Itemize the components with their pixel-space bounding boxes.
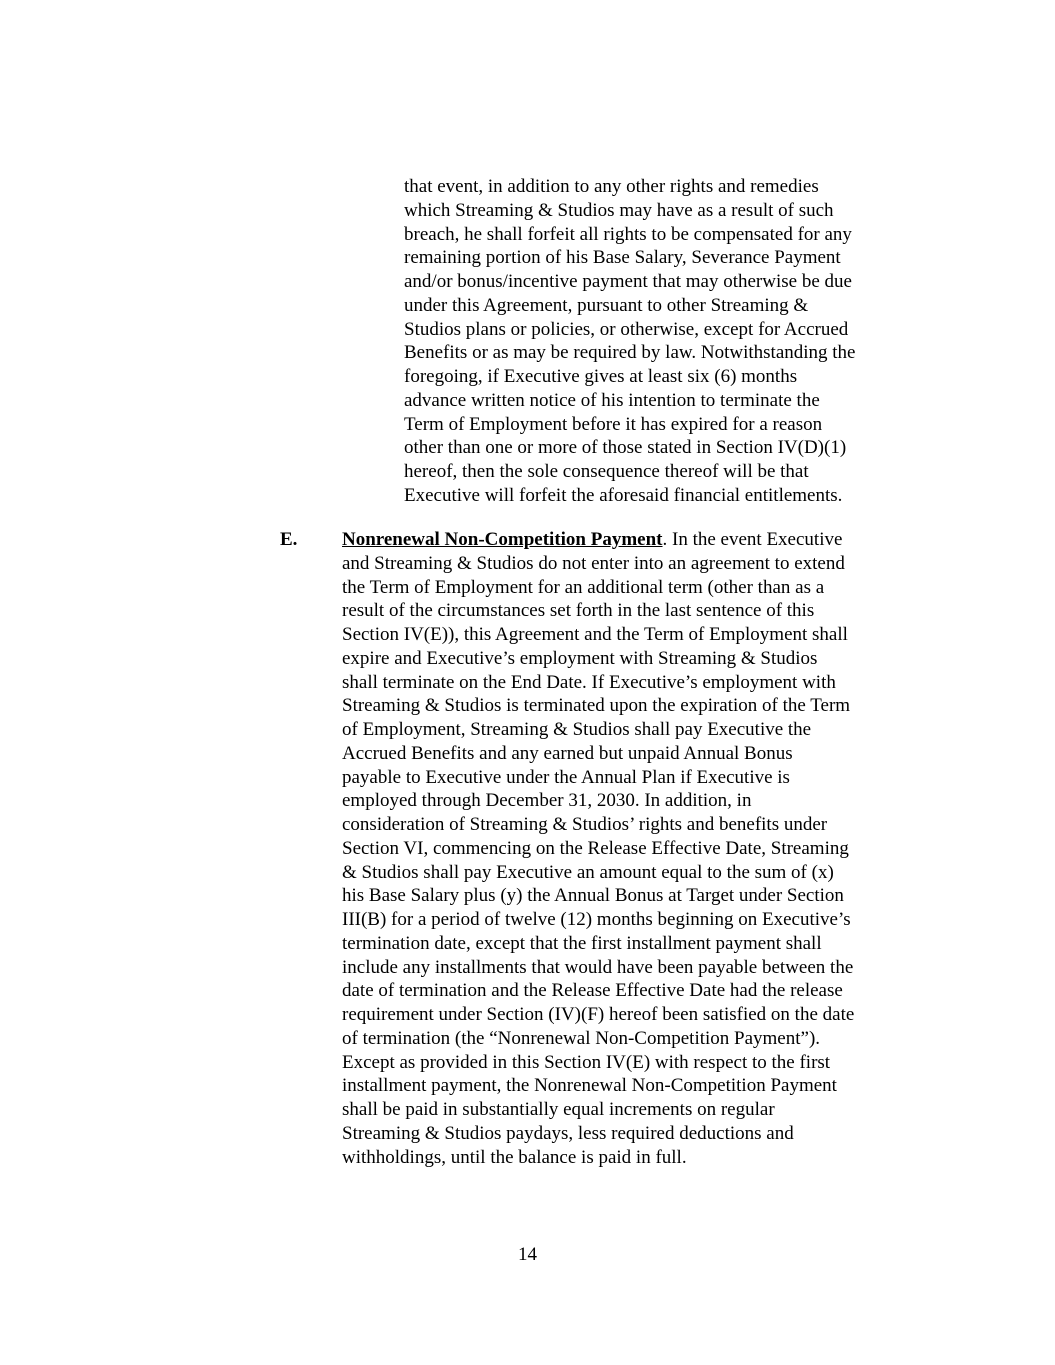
paragraph-line: advance written notice of his intention to terminate the [404, 390, 820, 411]
paragraph-line: and/or bonus/incentive payment that may otherwise be due [404, 271, 852, 292]
paragraph-line: breach, he shall forfeit all rights to be compensated for any [404, 224, 852, 245]
paragraph-line: date of termination and the Release Effective Date had the release [342, 980, 843, 1001]
paragraph-line: withholdings, until the balance is paid in full. [342, 1147, 687, 1168]
paragraph-line: hereof, then the sole consequence thereof will be that [404, 461, 809, 482]
paragraph-line: and Streaming & Studios do not enter into an agreement to extend [342, 553, 845, 574]
paragraph-line: installment payment, the Nonrenewal Non-Competition Payment [342, 1075, 837, 1096]
paragraph-line: remaining portion of his Base Salary, Severance Payment [404, 247, 841, 268]
paragraph-line: the Term of Employment for an additional term (other than as a [342, 577, 825, 598]
paragraph-line: under this Agreement, pursuant to other Streaming & [404, 295, 809, 316]
paragraph-line: termination date, except that the first installment payment shall [342, 933, 822, 954]
paragraph-line: & Studios shall pay Executive an amount equal to the sum of (x) [342, 862, 834, 883]
paragraph-line: expire and Executive’s employment with Streaming & Studios [342, 648, 818, 669]
paragraph-line: Executive will forfeit the aforesaid financial entitlements. [404, 485, 843, 506]
paragraph-line: shall terminate on the End Date. If Executive’s employment with [342, 672, 836, 693]
paragraph-line: Streaming & Studios paydays, less required deductions and [342, 1123, 794, 1144]
paragraph-line: result of the circumstances set forth in the last sentence of this [342, 600, 815, 621]
paragraph-line: that event, in addition to any other rights and remedies [404, 176, 819, 197]
paragraph-line: Section IV(E)), this Agreement and the Term of Employment shall [342, 624, 848, 645]
paragraph-line: III(B) for a period of twelve (12) months beginning on Executive’s [342, 909, 851, 930]
paragraph-line: other than one or more of those stated in Section IV(D)(1) [404, 437, 847, 458]
paragraph-line: which Streaming & Studios may have as a result of such [404, 200, 834, 221]
section-letter: E. [280, 529, 298, 550]
paragraph-line: consideration of Streaming & Studios’ rights and benefits under [342, 814, 828, 835]
paragraph-line: Accrued Benefits and any earned but unpaid Annual Bonus [342, 743, 793, 764]
paragraph-line: his Base Salary plus (y) the Annual Bonus at Target under Section [342, 885, 844, 906]
paragraph-line: foregoing, if Executive gives at least six (6) months [404, 366, 798, 387]
paragraph-line: requirement under Section (IV)(F) hereof been satisfied on the date [342, 1004, 855, 1025]
paragraph-line: Streaming & Studios is terminated upon the expiration of the Term [342, 695, 851, 716]
paragraph-line: Term of Employment before it has expired for a reason [404, 414, 823, 435]
section-heading: Nonrenewal Non-Competition Payment [342, 529, 663, 550]
page-number: 14 [518, 1244, 537, 1265]
section-first-line [342, 528, 842, 551]
paragraph-line: include any installments that would have been payable between the [342, 957, 854, 978]
section-first-line-text: . In the event Executive [662, 529, 843, 550]
paragraph-line: shall be paid in substantially equal increments on regular [342, 1099, 775, 1120]
paragraph-line: of Employment, Streaming & Studios shall pay Executive the [342, 719, 812, 740]
paragraph-line: Studios plans or policies, or otherwise, except for Accrued [404, 319, 849, 340]
paragraph-line: payable to Executive under the Annual Plan if Executive is [342, 767, 790, 788]
paragraph-line: of termination (the “Nonrenewal Non-Competition Payment”). [342, 1028, 821, 1049]
paragraph-line: Benefits or as may be required by law. Notwithstanding the [404, 342, 856, 363]
paragraph-line: Section VI, commencing on the Release Effective Date, Streaming [342, 838, 849, 859]
paragraph-line: Except as provided in this Section IV(E) with respect to the first [342, 1052, 831, 1073]
paragraph-line: employed through December 31, 2030. In addition, in [342, 790, 752, 811]
